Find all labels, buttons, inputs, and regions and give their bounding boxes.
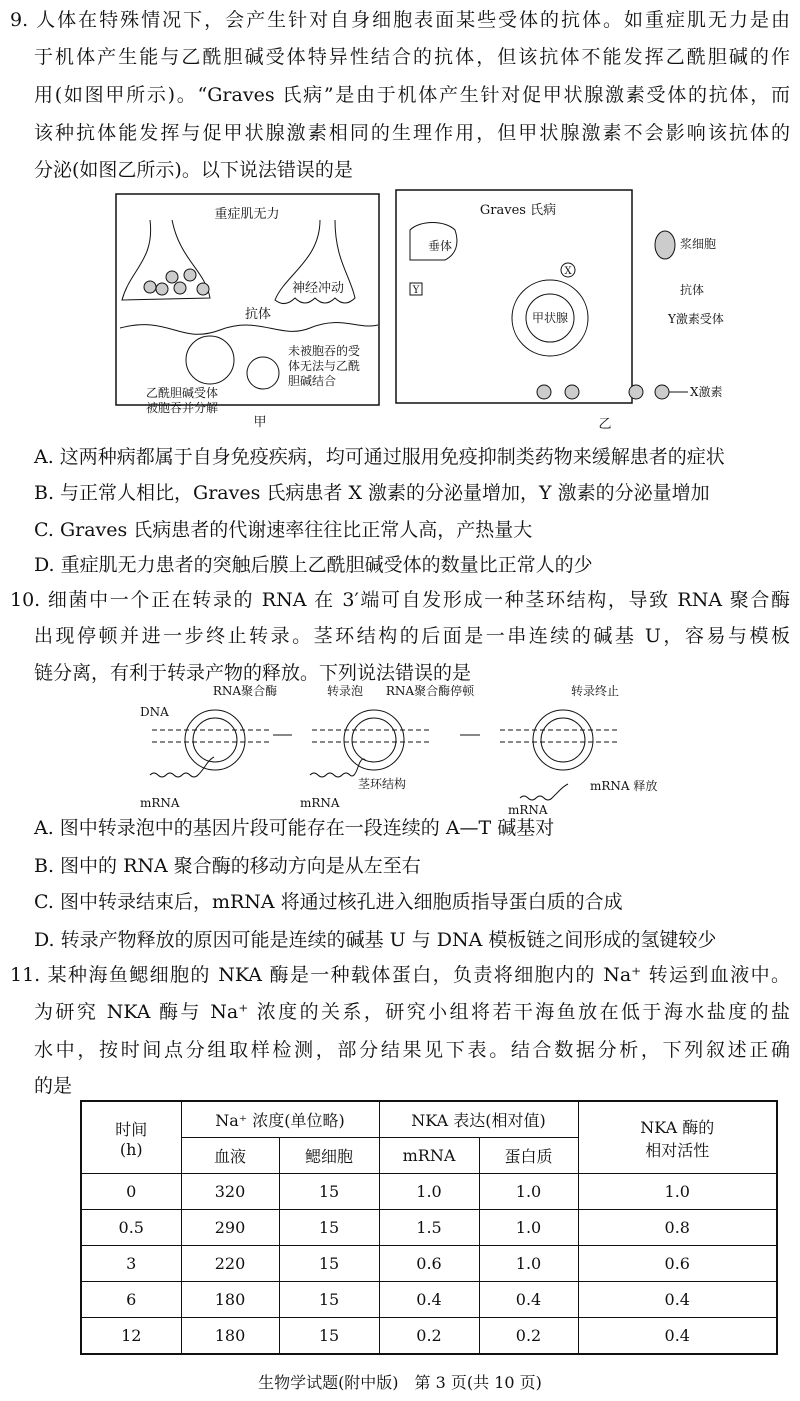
- svg-text:垂体: 垂体: [428, 239, 453, 253]
- table-cell: 1.0: [578, 1174, 777, 1210]
- table-row: [81, 1174, 777, 1210]
- table-cell: 0.4: [379, 1282, 479, 1318]
- svg-text:抗体: 抗体: [245, 307, 272, 322]
- svg-text:重症肌无力: 重症肌无力: [214, 207, 280, 222]
- table-row: [81, 1210, 777, 1246]
- svg-text:被胞吞并分解: 被胞吞并分解: [145, 401, 219, 415]
- q9-option-a: A. 这两种病都属于自身免疫疾病，均可通过服用免疫抑制类药物来缓解患者的症状: [34, 446, 725, 468]
- subheader: 血液: [181, 1138, 279, 1174]
- q10-option-d: D. 转录产物释放的原因可能是连续的碱基 U 与 DNA 模板链之间形成的氢键较少: [34, 929, 717, 951]
- table-cell: 12: [81, 1318, 181, 1355]
- svg-text:Y激素受体: Y激素受体: [668, 312, 724, 326]
- table-cell: 3: [81, 1246, 181, 1282]
- svg-text:mRNA: mRNA: [300, 796, 340, 810]
- svg-text:mRNA 释放: mRNA 释放: [590, 779, 658, 793]
- table-cell: 15: [279, 1246, 379, 1282]
- table-cell: 320: [181, 1174, 279, 1210]
- q10-text: 10. 细菌中一个正在转录的 RNA 在 3′端可自发形成一种茎环结构，导致 RNA 聚合酶: [10, 589, 790, 611]
- q9-text: 用(如图甲所示)。“Graves 氏病”是由于机体产生针对促甲状腺激素受体的抗体，而: [34, 84, 790, 106]
- table-cell: 0.4: [578, 1282, 777, 1318]
- header-time: 时间 (h): [81, 1101, 181, 1174]
- subheader: 鳃细胞: [279, 1138, 379, 1174]
- table-cell: 15: [279, 1174, 379, 1210]
- q11-text: 水中，按时间点分组取样检测，部分结果见下表。结合数据分析，下列叙述正确: [34, 1039, 790, 1061]
- table-cell: 0.2: [379, 1318, 479, 1355]
- q9-text: 于机体产生能与乙酰胆碱受体特异性结合的抗体，但该抗体不能发挥乙酰胆碱的作: [34, 46, 790, 68]
- q9-option-d: D. 重症肌无力患者的突触后膜上乙酰胆碱受体的数量比正常人的少: [34, 554, 593, 576]
- nka-data-table: [80, 1100, 778, 1355]
- table-cell: 0.6: [379, 1246, 479, 1282]
- table-cell: 15: [279, 1210, 379, 1246]
- table-cell: 180: [181, 1282, 279, 1318]
- table-cell: 1.0: [479, 1246, 578, 1282]
- table-row: [81, 1246, 777, 1282]
- table-cell: 15: [279, 1282, 379, 1318]
- table-row: [81, 1318, 777, 1355]
- svg-text:Y: Y: [412, 285, 420, 296]
- subheader: 蛋白质: [479, 1138, 578, 1174]
- svg-text:乙酰胆碱受体: 乙酰胆碱受体: [145, 386, 219, 400]
- table-cell: 1.5: [379, 1210, 479, 1246]
- svg-text:mRNA: mRNA: [140, 796, 180, 810]
- table-cell: 220: [181, 1246, 279, 1282]
- q10-option-b: B. 图中的 RNA 聚合酶的移动方向是从左至右: [34, 855, 421, 877]
- table-cell: 1.0: [379, 1174, 479, 1210]
- q9-text: 9. 人体在特殊情况下，会产生针对自身细胞表面某些受体的抗体。如重症肌无力是由: [10, 9, 790, 31]
- q9-text: 该种抗体能发挥与促甲状腺激素相同的生理作用，但甲状腺激素不会影响该抗体的: [34, 122, 790, 144]
- q10-text: 出现停顿并进一步终止转录。茎环结构的后面是一串连续的碱基 U，容易与模板: [34, 625, 790, 647]
- q11-text: 11. 某种海鱼鳃细胞的 NKA 酶是一种载体蛋白，负责将细胞内的 Na⁺ 转运到血液中。: [10, 964, 790, 986]
- svg-text:X: X: [564, 266, 572, 277]
- table-cell: 15: [279, 1318, 379, 1355]
- svg-text:甲: 甲: [253, 415, 267, 430]
- svg-text:体无法与乙酰: 体无法与乙酰: [288, 359, 361, 373]
- figure-transcription: [130, 680, 690, 815]
- figure-myasthenia-graves: [110, 190, 724, 435]
- svg-text:甲状腺: 甲状腺: [531, 311, 569, 325]
- table-cell: 0.4: [578, 1318, 777, 1355]
- table-cell: 1.0: [479, 1174, 578, 1210]
- svg-text:Graves 氏病: Graves 氏病: [479, 203, 557, 218]
- svg-text:RNA聚合酶: RNA聚合酶: [212, 684, 278, 698]
- table-cell: 0.6: [578, 1246, 777, 1282]
- table-cell: 290: [181, 1210, 279, 1246]
- q9-option-c: C. Graves 氏病患者的代谢速率往往比正常人高，产热量大: [34, 519, 533, 541]
- svg-text:转录泡: 转录泡: [326, 684, 364, 698]
- table-cell: 0.5: [81, 1210, 181, 1246]
- svg-text:RNA聚合酶停顿: RNA聚合酶停顿: [385, 684, 475, 698]
- q9-option-b: B. 与正常人相比，Graves 氏病患者 X 激素的分泌量增加，Y 激素的分泌量增加: [34, 482, 710, 504]
- table-cell: 1.0: [479, 1210, 578, 1246]
- svg-text:X激素: X激素: [690, 385, 723, 399]
- svg-text:转录终止: 转录终止: [570, 684, 620, 698]
- q10-text: 链分离，有利于转录产物的释放。下列说法错误的是: [34, 662, 472, 684]
- table-cell: 0.4: [479, 1282, 578, 1318]
- table-cell: 6: [81, 1282, 181, 1318]
- subheader: mRNA: [379, 1138, 479, 1174]
- svg-text:浆细胞: 浆细胞: [680, 237, 717, 251]
- table-row: [81, 1282, 777, 1318]
- svg-text:神经冲动: 神经冲动: [291, 281, 345, 296]
- q11-text: 为研究 NKA 酶与 Na⁺ 浓度的关系，研究小组将若干海鱼放在低于海水盐度的盐: [34, 1001, 790, 1023]
- q9-text: 分泌(如图乙所示)。以下说法错误的是: [34, 159, 353, 181]
- svg-text:乙: 乙: [598, 417, 612, 432]
- svg-text:胆碱结合: 胆碱结合: [288, 374, 337, 388]
- svg-text:抗体: 抗体: [680, 283, 705, 297]
- svg-text:未被胞吞的受: 未被胞吞的受: [288, 344, 361, 358]
- svg-text:mRNA: mRNA: [508, 803, 548, 817]
- table-cell: 180: [181, 1318, 279, 1355]
- q11-text: 的是: [34, 1075, 73, 1097]
- header-activity: NKA 酶的 相对活性: [578, 1101, 777, 1174]
- svg-text:茎环结构: 茎环结构: [358, 777, 407, 791]
- q10-option-a: A. 图中转录泡中的基因片段可能存在一段连续的 A—T 碱基对: [34, 817, 555, 839]
- table-cell: 0.2: [479, 1318, 578, 1355]
- q10-option-c: C. 图中转录结束后，mRNA 将通过核孔进入细胞质指导蛋白质的合成: [34, 891, 623, 913]
- svg-text:DNA: DNA: [140, 705, 169, 719]
- page-footer: 生物学试题(附中版) 第 3 页(共 10 页): [258, 1373, 542, 1392]
- header-na: Na⁺ 浓度(单位略): [181, 1101, 379, 1138]
- header-nka: NKA 表达(相对值): [379, 1101, 578, 1138]
- table-cell: 0.8: [578, 1210, 777, 1246]
- table-cell: 0: [81, 1174, 181, 1210]
